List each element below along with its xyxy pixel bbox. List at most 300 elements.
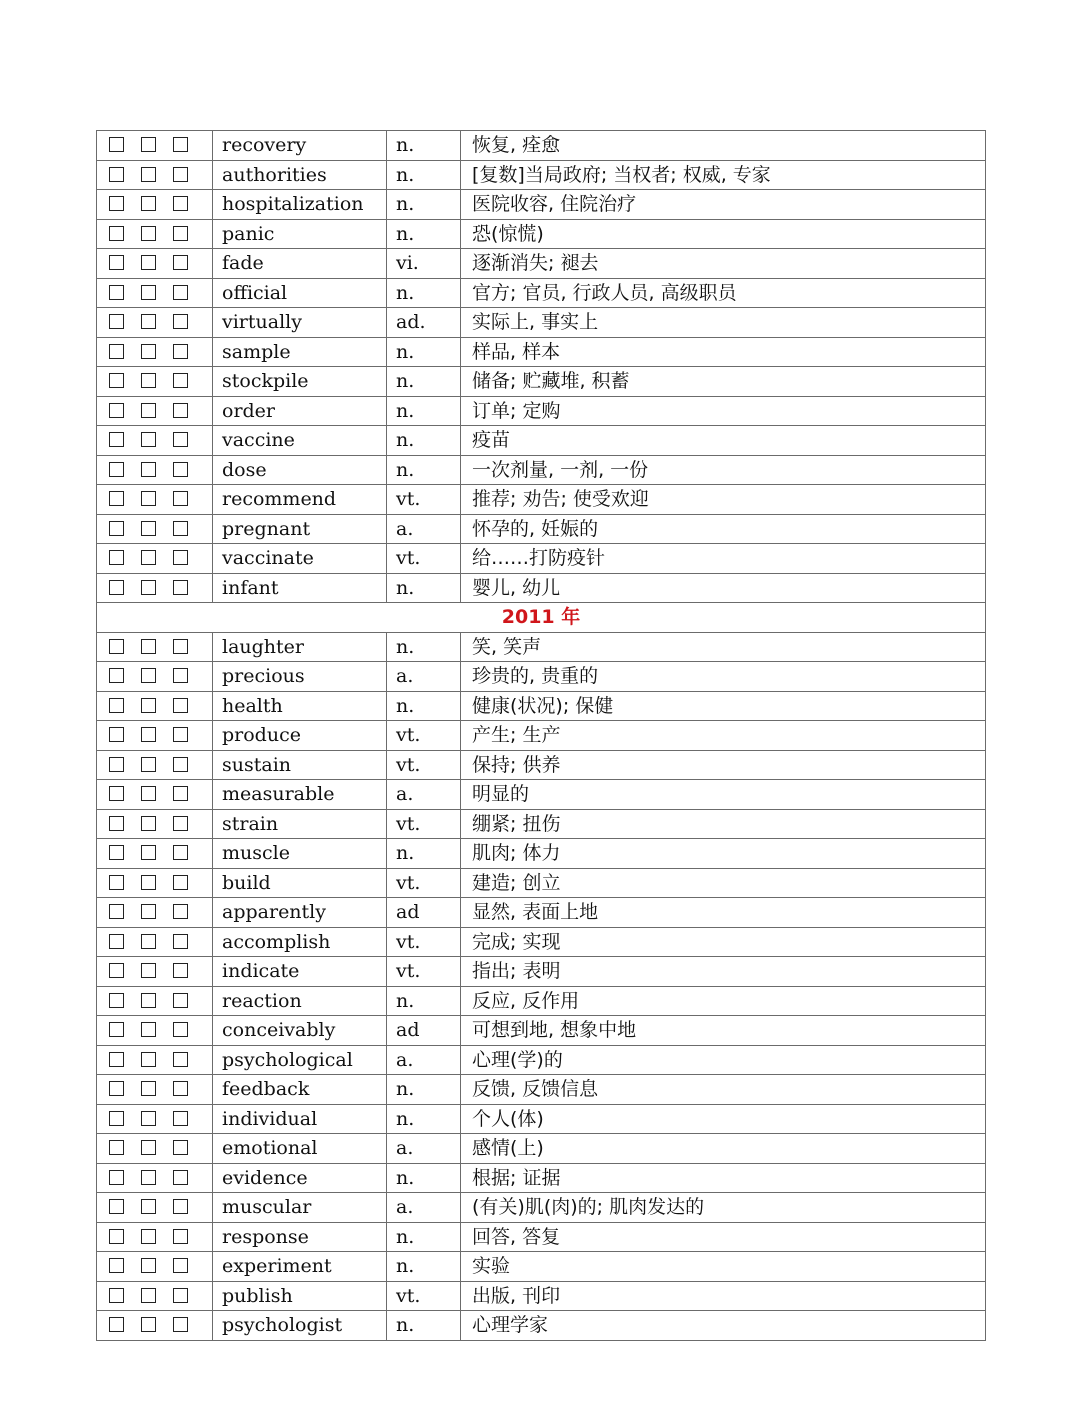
meaning-cell: 疫苗 [461, 426, 986, 456]
part-of-speech-cell: n. [387, 396, 461, 426]
review-checkbox-3[interactable] [173, 1199, 188, 1214]
review-checkbox-1[interactable] [109, 934, 124, 949]
review-checkbox-1[interactable] [109, 550, 124, 565]
review-checkbox-2[interactable] [141, 757, 156, 772]
review-checkbox-2[interactable] [141, 521, 156, 536]
review-checkbox-3[interactable] [173, 403, 188, 418]
review-checkbox-3[interactable] [173, 934, 188, 949]
word-cell: hospitalization [213, 190, 387, 220]
meaning-cell: 婴儿, 幼儿 [461, 573, 986, 603]
part-of-speech-cell: n. [387, 986, 461, 1016]
review-checkbox-3[interactable] [173, 255, 188, 270]
meaning-cell: 恐(惊慌) [461, 219, 986, 249]
review-checkbox-group [97, 278, 213, 308]
review-checkbox-3[interactable] [173, 432, 188, 447]
word-cell: response [213, 1222, 387, 1252]
vocabulary-table [96, 130, 986, 1341]
word-cell: sample [213, 337, 387, 367]
word-cell: recovery [213, 131, 387, 161]
review-checkbox-1[interactable] [109, 1140, 124, 1155]
meaning-cell: 实验 [461, 1252, 986, 1282]
review-checkbox-2[interactable] [141, 1022, 156, 1037]
review-checkbox-3[interactable] [173, 550, 188, 565]
word-cell: dose [213, 455, 387, 485]
review-checkbox-group [97, 396, 213, 426]
word-cell: experiment [213, 1252, 387, 1282]
review-checkbox-1[interactable] [109, 845, 124, 860]
part-of-speech-cell: a. [387, 1134, 461, 1164]
review-checkbox-3[interactable] [173, 373, 188, 388]
meaning-cell: 心理(学)的 [461, 1045, 986, 1075]
review-checkbox-1[interactable] [109, 462, 124, 477]
review-checkbox-3[interactable] [173, 668, 188, 683]
vocab-row [97, 1104, 986, 1134]
review-checkbox-group [97, 868, 213, 898]
review-checkbox-3[interactable] [173, 963, 188, 978]
word-cell: build [213, 868, 387, 898]
vocab-row [97, 367, 986, 397]
review-checkbox-2[interactable] [141, 285, 156, 300]
review-checkbox-2[interactable] [141, 816, 156, 831]
word-cell: feedback [213, 1075, 387, 1105]
review-checkbox-2[interactable] [141, 1111, 156, 1126]
review-checkbox-2[interactable] [141, 1081, 156, 1096]
vocab-row [97, 1222, 986, 1252]
meaning-cell: 一次剂量, 一剂, 一份 [461, 455, 986, 485]
part-of-speech-cell: n. [387, 278, 461, 308]
review-checkbox-1[interactable] [109, 786, 124, 801]
word-cell: produce [213, 721, 387, 751]
review-checkbox-3[interactable] [173, 1111, 188, 1126]
word-cell: laughter [213, 632, 387, 662]
review-checkbox-1[interactable] [109, 167, 124, 182]
review-checkbox-1[interactable] [109, 1199, 124, 1214]
vocab-row [97, 1045, 986, 1075]
review-checkbox-group [97, 957, 213, 987]
word-cell: official [213, 278, 387, 308]
meaning-cell: (有关)肌(肉)的; 肌肉发达的 [461, 1193, 986, 1223]
review-checkbox-1[interactable] [109, 521, 124, 536]
review-checkbox-group [97, 662, 213, 692]
vocab-row [97, 632, 986, 662]
review-checkbox-3[interactable] [173, 1140, 188, 1155]
review-checkbox-2[interactable] [141, 668, 156, 683]
review-checkbox-group [97, 1222, 213, 1252]
review-checkbox-2[interactable] [141, 1229, 156, 1244]
part-of-speech-cell: n. [387, 573, 461, 603]
word-cell: muscle [213, 839, 387, 869]
meaning-cell: 保持; 供养 [461, 750, 986, 780]
vocab-row [97, 957, 986, 987]
review-checkbox-2[interactable] [141, 875, 156, 890]
part-of-speech-cell: n. [387, 1163, 461, 1193]
part-of-speech-cell: a. [387, 1045, 461, 1075]
part-of-speech-cell: vt. [387, 809, 461, 839]
vocab-row [97, 780, 986, 810]
meaning-cell: 怀孕的, 妊娠的 [461, 514, 986, 544]
review-checkbox-group [97, 308, 213, 338]
vocab-row [97, 839, 986, 869]
vocab-row [97, 544, 986, 574]
word-cell: sustain [213, 750, 387, 780]
vocab-row [97, 485, 986, 515]
meaning-cell: 恢复, 痊愈 [461, 131, 986, 161]
vocab-row [97, 455, 986, 485]
vocab-row [97, 249, 986, 279]
vocab-row [97, 898, 986, 928]
word-cell: muscular [213, 1193, 387, 1223]
review-checkbox-2[interactable] [141, 1288, 156, 1303]
review-checkbox-1[interactable] [109, 344, 124, 359]
part-of-speech-cell: n. [387, 632, 461, 662]
review-checkbox-3[interactable] [173, 1081, 188, 1096]
part-of-speech-cell: n. [387, 1311, 461, 1341]
review-checkbox-group [97, 160, 213, 190]
review-checkbox-3[interactable] [173, 1288, 188, 1303]
year-heading: 2011 年 [97, 603, 986, 633]
review-checkbox-group [97, 367, 213, 397]
part-of-speech-cell: n. [387, 367, 461, 397]
review-checkbox-3[interactable] [173, 1229, 188, 1244]
vocab-row [97, 160, 986, 190]
review-checkbox-group [97, 1252, 213, 1282]
review-checkbox-3[interactable] [173, 698, 188, 713]
review-checkbox-2[interactable] [141, 550, 156, 565]
review-checkbox-3[interactable] [173, 314, 188, 329]
part-of-speech-cell: n. [387, 1075, 461, 1105]
word-cell: stockpile [213, 367, 387, 397]
word-cell: fade [213, 249, 387, 279]
review-checkbox-1[interactable] [109, 196, 124, 211]
vocab-row [97, 1311, 986, 1341]
word-cell: publish [213, 1281, 387, 1311]
review-checkbox-group [97, 573, 213, 603]
review-checkbox-3[interactable] [173, 580, 188, 595]
review-checkbox-1[interactable] [109, 727, 124, 742]
part-of-speech-cell: vt. [387, 927, 461, 957]
meaning-cell: 逐渐消失; 褪去 [461, 249, 986, 279]
review-checkbox-1[interactable] [109, 1229, 124, 1244]
review-checkbox-2[interactable] [141, 993, 156, 1008]
review-checkbox-2[interactable] [141, 137, 156, 152]
part-of-speech-cell: vt. [387, 544, 461, 574]
word-cell: infant [213, 573, 387, 603]
vocab-row [97, 573, 986, 603]
meaning-cell: 可想到地, 想象中地 [461, 1016, 986, 1046]
review-checkbox-3[interactable] [173, 639, 188, 654]
review-checkbox-1[interactable] [109, 1170, 124, 1185]
review-checkbox-group [97, 839, 213, 869]
review-checkbox-group [97, 249, 213, 279]
review-checkbox-1[interactable] [109, 1288, 124, 1303]
meaning-cell: 储备; 贮藏堆, 积蓄 [461, 367, 986, 397]
review-checkbox-group [97, 190, 213, 220]
review-checkbox-group [97, 1045, 213, 1075]
meaning-cell: 反馈, 反馈信息 [461, 1075, 986, 1105]
vocab-row [97, 131, 986, 161]
review-checkbox-group [97, 632, 213, 662]
review-checkbox-group [97, 1311, 213, 1341]
part-of-speech-cell: vt. [387, 721, 461, 751]
review-checkbox-2[interactable] [141, 904, 156, 919]
meaning-cell: 样品, 样本 [461, 337, 986, 367]
review-checkbox-1[interactable] [109, 698, 124, 713]
review-checkbox-2[interactable] [141, 580, 156, 595]
review-checkbox-2[interactable] [141, 727, 156, 742]
vocab-row [97, 662, 986, 692]
meaning-cell: 明显的 [461, 780, 986, 810]
word-cell: strain [213, 809, 387, 839]
part-of-speech-cell: n. [387, 219, 461, 249]
review-checkbox-1[interactable] [109, 580, 124, 595]
vocab-row [97, 426, 986, 456]
review-checkbox-3[interactable] [173, 845, 188, 860]
vocab-row [97, 1163, 986, 1193]
review-checkbox-3[interactable] [173, 196, 188, 211]
review-checkbox-3[interactable] [173, 491, 188, 506]
review-checkbox-2[interactable] [141, 373, 156, 388]
part-of-speech-cell: a. [387, 662, 461, 692]
review-checkbox-group [97, 426, 213, 456]
review-checkbox-2[interactable] [141, 1317, 156, 1332]
review-checkbox-group [97, 1075, 213, 1105]
review-checkbox-group [97, 809, 213, 839]
review-checkbox-1[interactable] [109, 1111, 124, 1126]
part-of-speech-cell: n. [387, 691, 461, 721]
review-checkbox-2[interactable] [141, 196, 156, 211]
review-checkbox-1[interactable] [109, 373, 124, 388]
meaning-cell: 根据; 证据 [461, 1163, 986, 1193]
vocab-row [97, 868, 986, 898]
word-cell: panic [213, 219, 387, 249]
vocab-row [97, 337, 986, 367]
review-checkbox-2[interactable] [141, 167, 156, 182]
word-cell: psychologist [213, 1311, 387, 1341]
word-cell: virtually [213, 308, 387, 338]
meaning-cell: 实际上, 事实上 [461, 308, 986, 338]
review-checkbox-3[interactable] [173, 904, 188, 919]
vocab-row [97, 1134, 986, 1164]
review-checkbox-3[interactable] [173, 285, 188, 300]
meaning-cell: 官方; 官员, 行政人员, 高级职员 [461, 278, 986, 308]
review-checkbox-2[interactable] [141, 1170, 156, 1185]
review-checkbox-3[interactable] [173, 521, 188, 536]
vocab-row [97, 1252, 986, 1282]
review-checkbox-2[interactable] [141, 1258, 156, 1273]
review-checkbox-1[interactable] [109, 904, 124, 919]
part-of-speech-cell: vt. [387, 1281, 461, 1311]
part-of-speech-cell: ad [387, 898, 461, 928]
review-checkbox-1[interactable] [109, 816, 124, 831]
part-of-speech-cell: a. [387, 514, 461, 544]
part-of-speech-cell: n. [387, 131, 461, 161]
review-checkbox-1[interactable] [109, 314, 124, 329]
part-of-speech-cell: vt. [387, 957, 461, 987]
review-checkbox-3[interactable] [173, 137, 188, 152]
review-checkbox-2[interactable] [141, 786, 156, 801]
word-cell: reaction [213, 986, 387, 1016]
word-cell: vaccinate [213, 544, 387, 574]
vocab-row [97, 1075, 986, 1105]
review-checkbox-1[interactable] [109, 1022, 124, 1037]
review-checkbox-group [97, 721, 213, 751]
review-checkbox-1[interactable] [109, 993, 124, 1008]
review-checkbox-2[interactable] [141, 1140, 156, 1155]
vocab-row [97, 190, 986, 220]
review-checkbox-1[interactable] [109, 1317, 124, 1332]
word-cell: order [213, 396, 387, 426]
review-checkbox-3[interactable] [173, 816, 188, 831]
meaning-cell: 健康(状况); 保健 [461, 691, 986, 721]
review-checkbox-group [97, 1281, 213, 1311]
review-checkbox-group [97, 131, 213, 161]
review-checkbox-group [97, 337, 213, 367]
review-checkbox-2[interactable] [141, 845, 156, 860]
review-checkbox-group [97, 1193, 213, 1223]
review-checkbox-2[interactable] [141, 639, 156, 654]
word-cell: individual [213, 1104, 387, 1134]
review-checkbox-3[interactable] [173, 344, 188, 359]
review-checkbox-3[interactable] [173, 226, 188, 241]
review-checkbox-2[interactable] [141, 403, 156, 418]
review-checkbox-group [97, 485, 213, 515]
review-checkbox-group [97, 1104, 213, 1134]
word-cell: indicate [213, 957, 387, 987]
review-checkbox-3[interactable] [173, 1022, 188, 1037]
meaning-cell: 完成; 实现 [461, 927, 986, 957]
part-of-speech-cell: ad [387, 1016, 461, 1046]
vocab-row [97, 927, 986, 957]
review-checkbox-2[interactable] [141, 344, 156, 359]
review-checkbox-3[interactable] [173, 875, 188, 890]
review-checkbox-3[interactable] [173, 462, 188, 477]
vocab-row [97, 219, 986, 249]
review-checkbox-2[interactable] [141, 462, 156, 477]
review-checkbox-group [97, 455, 213, 485]
word-cell: accomplish [213, 927, 387, 957]
review-checkbox-3[interactable] [173, 1317, 188, 1332]
review-checkbox-group [97, 780, 213, 810]
review-checkbox-3[interactable] [173, 757, 188, 772]
part-of-speech-cell: n. [387, 1222, 461, 1252]
part-of-speech-cell: n. [387, 1104, 461, 1134]
vocab-row [97, 721, 986, 751]
review-checkbox-1[interactable] [109, 1052, 124, 1067]
meaning-cell: 肌肉; 体力 [461, 839, 986, 869]
review-checkbox-1[interactable] [109, 491, 124, 506]
part-of-speech-cell: n. [387, 1252, 461, 1282]
review-checkbox-3[interactable] [173, 727, 188, 742]
part-of-speech-cell: vt. [387, 868, 461, 898]
meaning-cell: 心理学家 [461, 1311, 986, 1341]
meaning-cell: 珍贵的, 贵重的 [461, 662, 986, 692]
word-cell: authorities [213, 160, 387, 190]
review-checkbox-1[interactable] [109, 403, 124, 418]
word-cell: emotional [213, 1134, 387, 1164]
meaning-cell: 指出; 表明 [461, 957, 986, 987]
review-checkbox-1[interactable] [109, 757, 124, 772]
review-checkbox-2[interactable] [141, 314, 156, 329]
review-checkbox-group [97, 219, 213, 249]
review-checkbox-1[interactable] [109, 875, 124, 890]
word-cell: health [213, 691, 387, 721]
review-checkbox-group [97, 927, 213, 957]
vocab-row [97, 1016, 986, 1046]
word-cell: apparently [213, 898, 387, 928]
meaning-cell: 感情(上) [461, 1134, 986, 1164]
part-of-speech-cell: n. [387, 455, 461, 485]
review-checkbox-1[interactable] [109, 432, 124, 447]
review-checkbox-1[interactable] [109, 285, 124, 300]
meaning-cell: 绷紧; 扭伤 [461, 809, 986, 839]
review-checkbox-group [97, 1016, 213, 1046]
vocab-row [97, 514, 986, 544]
meaning-cell: [复数]当局政府; 当权者; 权威, 专家 [461, 160, 986, 190]
review-checkbox-1[interactable] [109, 1081, 124, 1096]
review-checkbox-3[interactable] [173, 167, 188, 182]
review-checkbox-group [97, 691, 213, 721]
part-of-speech-cell: vt. [387, 750, 461, 780]
part-of-speech-cell: ad. [387, 308, 461, 338]
vocab-row [97, 396, 986, 426]
meaning-cell: 推荐; 劝告; 使受欢迎 [461, 485, 986, 515]
word-cell: evidence [213, 1163, 387, 1193]
vocab-row [97, 278, 986, 308]
review-checkbox-1[interactable] [109, 226, 124, 241]
review-checkbox-2[interactable] [141, 934, 156, 949]
review-checkbox-group [97, 514, 213, 544]
review-checkbox-2[interactable] [141, 1052, 156, 1067]
review-checkbox-3[interactable] [173, 1258, 188, 1273]
review-checkbox-2[interactable] [141, 255, 156, 270]
word-cell: vaccine [213, 426, 387, 456]
review-checkbox-group [97, 750, 213, 780]
review-checkbox-2[interactable] [141, 1199, 156, 1214]
review-checkbox-3[interactable] [173, 1052, 188, 1067]
review-checkbox-2[interactable] [141, 432, 156, 447]
review-checkbox-group [97, 986, 213, 1016]
part-of-speech-cell: n. [387, 337, 461, 367]
review-checkbox-3[interactable] [173, 1170, 188, 1185]
review-checkbox-3[interactable] [173, 993, 188, 1008]
meaning-cell: 建造; 创立 [461, 868, 986, 898]
review-checkbox-2[interactable] [141, 491, 156, 506]
year-header-row [97, 603, 986, 633]
meaning-cell: 显然, 表面上地 [461, 898, 986, 928]
review-checkbox-1[interactable] [109, 963, 124, 978]
review-checkbox-1[interactable] [109, 255, 124, 270]
review-checkbox-1[interactable] [109, 1258, 124, 1273]
review-checkbox-group [97, 898, 213, 928]
vocab-row [97, 1193, 986, 1223]
vocab-row [97, 809, 986, 839]
review-checkbox-1[interactable] [109, 639, 124, 654]
review-checkbox-2[interactable] [141, 963, 156, 978]
meaning-cell: 产生; 生产 [461, 721, 986, 751]
review-checkbox-2[interactable] [141, 698, 156, 713]
part-of-speech-cell: a. [387, 1193, 461, 1223]
part-of-speech-cell: a. [387, 780, 461, 810]
vocab-row [97, 1281, 986, 1311]
review-checkbox-1[interactable] [109, 668, 124, 683]
review-checkbox-2[interactable] [141, 226, 156, 241]
vocab-row [97, 308, 986, 338]
meaning-cell: 给……打防疫针 [461, 544, 986, 574]
word-cell: pregnant [213, 514, 387, 544]
meaning-cell: 回答, 答复 [461, 1222, 986, 1252]
review-checkbox-1[interactable] [109, 137, 124, 152]
review-checkbox-3[interactable] [173, 786, 188, 801]
